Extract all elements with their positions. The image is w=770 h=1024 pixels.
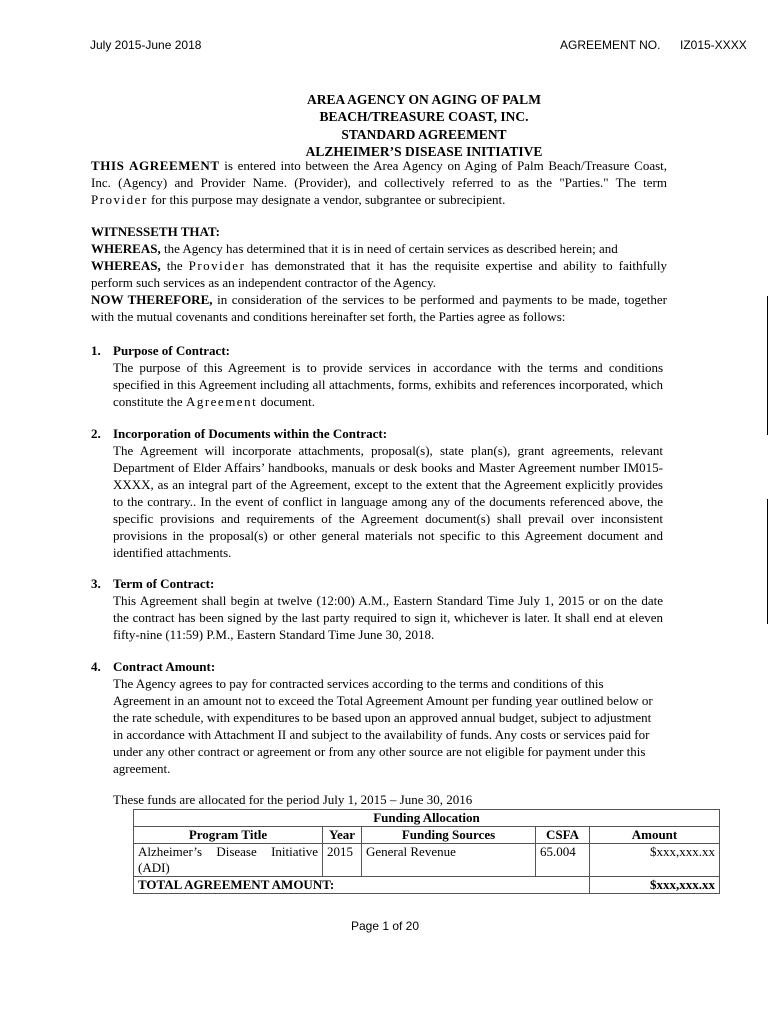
section-1-number: 1. xyxy=(91,343,101,358)
section-1-body xyxy=(113,359,663,410)
col-amount: Amount xyxy=(590,827,720,844)
cell-csfa: 65.004 xyxy=(536,844,590,877)
whereas-2 xyxy=(91,257,667,291)
col-funding-sources: Funding Sources xyxy=(362,827,536,844)
section-4-title-text: Contract Amount: xyxy=(113,659,216,674)
section-1-title-text: Purpose of Contract: xyxy=(113,343,230,358)
section-2-title xyxy=(91,425,387,442)
now-therefore-label: NOW THEREFORE, xyxy=(91,292,213,307)
whereas-1 xyxy=(91,240,667,257)
intro-lead: THIS AGREEMENT xyxy=(91,158,220,173)
intro-text-2: for this purpose may designate a vendor, subgrantee or subrecipient. xyxy=(147,192,506,207)
whereas-2-text-b: has demonstrated that it has the requisite expertise and ability to faithfully perform such services as an independent contractor of the Agency. xyxy=(91,258,667,290)
title-line-3: STANDARD AGREEMENT xyxy=(341,127,507,142)
funding-caption: These funds are allocated for the period July 1, 2015 – June 30, 2016 xyxy=(113,792,473,807)
table-row xyxy=(134,844,720,877)
funding-total-row xyxy=(134,877,720,894)
section-3-number: 3. xyxy=(91,576,101,591)
col-year: Year xyxy=(323,827,362,844)
title-line-4: ALZHEIMER’S DISEASE INITIATIVE xyxy=(305,144,543,159)
intro-provider-word: Provider xyxy=(91,192,148,207)
section-3-body: This Agreement shall begin at twelve (12:00) A.M., Eastern Standard Time July 1, 2015 or on the date the contract has been signed by the last party required to sign it, whichever is later. It shall end at eleven fifty-nine (11:59) P.M., Eastern Standard Time June 30, 2018. xyxy=(113,593,663,642)
section-1-agreement-word: Agreement xyxy=(185,394,258,409)
section-2-body: The Agreement will incorporate attachments, proposal(s), state plan(s), grant agreements, relevant Department of Elder Affairs’ handbooks, manuals or desk books and Master Agreement number IM015-XXXX, as an integral part of the Agreement, except to the extent that the Agreement explicitly provides to the contrary.. In the event of conflict in language among any of the documents referenced above, the specific provisions and requirements of the Agreement document(s) shall prevail over inconsistent provisions in the proposal(s) or other general materials not specific to this Agreement document and identified attachments. xyxy=(113,443,663,560)
whereas-2-text-a: the xyxy=(160,258,189,273)
title-line-2: BEACH/TREASURE COAST, INC. xyxy=(319,109,529,124)
title-line-1: AREA AGENCY ON AGING OF PALM xyxy=(307,92,541,107)
page-number: Page 1 of 20 xyxy=(350,919,420,933)
cell-amount: $xxx,xxx.xx xyxy=(590,844,720,877)
whereas-2-provider: Provider xyxy=(188,258,246,273)
now-therefore-text: in consideration of the services to be performed and payments to be made, together with the mutual covenants and conditions hereinafter set forth, the Parties agree as follows: xyxy=(91,292,667,324)
section-3-title-text: Term of Contract: xyxy=(113,576,215,591)
header-period: July 2015-June 2018 xyxy=(90,38,202,52)
total-label: TOTAL AGREEMENT AMOUNT: xyxy=(134,877,590,894)
section-3-title xyxy=(91,575,214,592)
funding-table-title: Funding Allocation xyxy=(134,810,720,827)
cell-program-title: Alzheimer’s Disease Initiative (ADI) xyxy=(134,844,323,877)
witness-heading: WITNESSETH THAT: xyxy=(91,224,220,239)
cell-funding-source: General Revenue xyxy=(362,844,536,877)
whereas-1-text: the Agency has determined that it is in need of certain services as described herein; and xyxy=(160,241,618,256)
section-2-number: 2. xyxy=(91,426,101,441)
cell-year: 2015 xyxy=(323,844,362,877)
header-agreement-label: AGREEMENT NO. xyxy=(560,38,661,52)
col-program-title: Program Title xyxy=(134,827,323,844)
funding-title-row xyxy=(134,810,720,827)
section-4-number: 4. xyxy=(91,659,101,674)
funding-header-row xyxy=(134,827,720,844)
intro-text-1: is entered into between the Area Agency on Aging of Palm Beach/Treasure Coast, Inc. (Agency) and Provider Name. (Provider), and collectively referred to as the "Parties." The term xyxy=(91,158,668,190)
margin-change-bar xyxy=(767,296,768,435)
total-value: $xxx,xxx.xx xyxy=(590,877,720,894)
whereas-1-label: WHEREAS, xyxy=(91,241,161,256)
section-2-title-text: Incorporation of Documents within the Contract: xyxy=(113,426,388,441)
col-csfa: CSFA xyxy=(536,827,590,844)
header-agreement-number: IZ015-XXXX xyxy=(680,38,747,52)
funding-table xyxy=(133,809,720,894)
section-4-body: The Agency agrees to pay for contracted services according to the terms and conditions of this Agreement in an amount not to exceed the Total Agreement Amount per funding year outlined below or the rate schedule, with expenditures to be based upon an approved annual budget, subject to adjustment in accordance with Attachment II and subject to the availability of funds. Any costs or services paid for under any other contract or agreement or from any other source are not eligible for payment under this agreement. xyxy=(113,676,653,776)
intro-paragraph xyxy=(91,157,667,208)
section-4-title xyxy=(91,658,215,675)
section-1-text-a: The purpose of this Agreement is to provide services in accordance with the terms and conditions specified in this Agreement including all attachments, forms, exhibits and references incorporated, which constitute the xyxy=(113,360,663,409)
now-therefore xyxy=(91,291,667,325)
section-1-text-b: document. xyxy=(257,394,315,409)
section-1-title xyxy=(91,342,230,359)
margin-change-bar xyxy=(767,499,768,624)
whereas-2-label: WHEREAS, xyxy=(91,258,161,273)
